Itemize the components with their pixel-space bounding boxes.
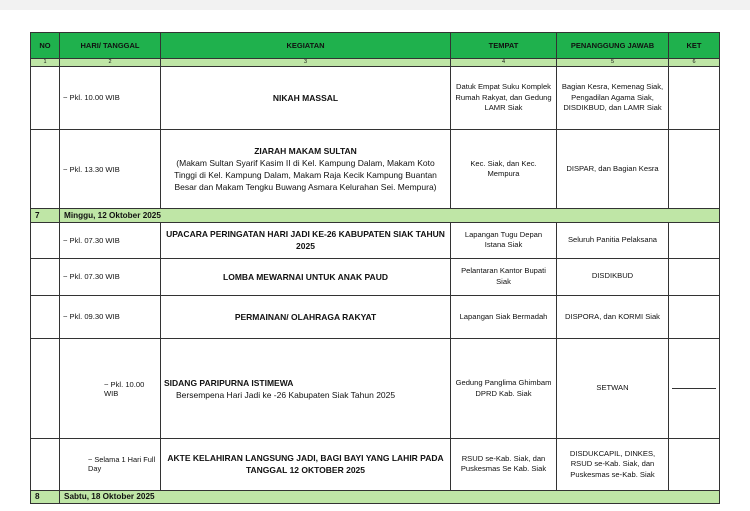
ket-split bbox=[672, 339, 716, 438]
header-place: TEMPAT bbox=[451, 33, 557, 59]
table-row bbox=[31, 67, 720, 130]
table-row bbox=[31, 129, 720, 208]
col-number: 3 bbox=[161, 58, 451, 66]
row-pj: DISDUKCAPIL, DINKES, RSUD se-Kab. Siak, dan Puskesmas se-Kab. Siak bbox=[557, 439, 669, 491]
day-no: 7 bbox=[31, 209, 60, 222]
table-row bbox=[31, 439, 720, 491]
row-time: ~ Pkl. 07.30 WIB bbox=[60, 258, 161, 295]
col-number: 2 bbox=[60, 58, 161, 66]
activity-detail: (Makam Sultan Syarif Kasim II di Kel. Kampung Dalam, Makam Koto Tinggi di Kel. Kampung Dalam, Makam Raja Kecik Kampung Buantan Besar dan Makam Tengku Buwang Asmara Kelurahan Sei. Mempura) bbox=[174, 158, 437, 193]
row-no bbox=[31, 222, 60, 258]
header-ket: KET bbox=[669, 33, 720, 59]
header-activity: KEGIATAN bbox=[161, 33, 451, 59]
row-ket bbox=[669, 222, 720, 258]
row-time: ~ Pkl. 13.30 WIB bbox=[60, 129, 161, 208]
row-pj: DISDIKBUD bbox=[557, 258, 669, 295]
day-no: 8 bbox=[31, 490, 60, 503]
row-place: Lapangan Siak Bermadah bbox=[451, 295, 557, 338]
row-no bbox=[31, 339, 60, 439]
day-label: Sabtu, 18 Oktober 2025 bbox=[60, 490, 720, 503]
row-place: Gedung Panglima Ghimbam DPRD Kab. Siak bbox=[451, 339, 557, 439]
row-time: ~ Selama 1 Hari Full Day bbox=[60, 439, 161, 491]
row-activity: AKTE KELAHIRAN LANGSUNG JADI, BAGI BAYI YANG LAHIR PADA TANGGAL 12 OKTOBER 2025 bbox=[161, 439, 451, 491]
row-place: Lapangan Tugu Depan Istana Siak bbox=[451, 222, 557, 258]
row-ket bbox=[669, 129, 720, 208]
row-activity: NIKAH MASSAL bbox=[161, 67, 451, 130]
row-activity: UPACARA PERINGATAN HARI JADI KE-26 KABUPATEN SIAK TAHUN 2025 bbox=[161, 222, 451, 258]
row-no bbox=[31, 295, 60, 338]
table-row bbox=[31, 339, 720, 439]
row-activity bbox=[161, 339, 451, 439]
header-pj: PENANGGUNG JAWAB bbox=[557, 33, 669, 59]
row-activity: PERMAINAN/ OLAHRAGA RAKYAT bbox=[161, 295, 451, 338]
row-pj: Bagian Kesra, Kemenag Siak, Pengadilan Agama Siak, DISDIKBUD, dan LAMR Siak bbox=[557, 67, 669, 130]
day-label: Minggu, 12 Oktober 2025 bbox=[60, 209, 720, 222]
row-pj: DISPORA, dan KORMI Siak bbox=[557, 295, 669, 338]
row-no bbox=[31, 258, 60, 295]
row-ket bbox=[669, 295, 720, 338]
row-pj: Seluruh Panitia Pelaksana bbox=[557, 222, 669, 258]
row-place: Pelantaran Kantor Bupati Siak bbox=[451, 258, 557, 295]
row-time: ~ Pkl. 10.00 WIB bbox=[60, 339, 161, 439]
row-ket bbox=[669, 339, 720, 439]
header-date: HARI/ TANGGAL bbox=[60, 33, 161, 59]
table-row bbox=[31, 222, 720, 258]
row-no bbox=[31, 439, 60, 491]
col-number: 1 bbox=[31, 58, 60, 66]
row-activity bbox=[161, 129, 451, 208]
activity-title: ZIARAH MAKAM SULTAN bbox=[254, 146, 357, 157]
row-pj: DISPAR, dan Bagian Kesra bbox=[557, 129, 669, 208]
row-no bbox=[31, 129, 60, 208]
col-number: 5 bbox=[557, 58, 669, 66]
row-ket bbox=[669, 258, 720, 295]
col-number: 6 bbox=[669, 58, 720, 66]
column-number-row bbox=[31, 58, 720, 66]
row-ket bbox=[669, 439, 720, 491]
schedule-table bbox=[30, 32, 720, 504]
header-no: NO bbox=[31, 33, 60, 59]
document-page bbox=[0, 10, 750, 511]
row-ket bbox=[669, 67, 720, 130]
day-row bbox=[31, 209, 720, 222]
row-time: ~ Pkl. 10.00 WIB bbox=[60, 67, 161, 130]
row-time: ~ Pkl. 09.30 WIB bbox=[60, 295, 161, 338]
activity-title: SIDANG PARIPURNA ISTIMEWA bbox=[164, 377, 294, 388]
row-activity: LOMBA MEWARNAI UNTUK ANAK PAUD bbox=[161, 258, 451, 295]
row-place: Datuk Empat Suku Komplek Rumah Rakyat, dan Gedung LAMR Siak bbox=[451, 67, 557, 130]
row-place: Kec. Siak, dan Kec. Mempura bbox=[451, 129, 557, 208]
row-no bbox=[31, 67, 60, 130]
col-number: 4 bbox=[451, 58, 557, 66]
activity-subtitle: Bersempena Hari Jadi ke -26 Kabupaten Siak Tahun 2025 bbox=[176, 389, 396, 400]
table-row bbox=[31, 258, 720, 295]
row-place: RSUD se-Kab. Siak, dan Puskesmas Se Kab. Siak bbox=[451, 439, 557, 491]
row-time: ~ Pkl. 07.30 WIB bbox=[60, 222, 161, 258]
row-pj: SETWAN bbox=[557, 339, 669, 439]
day-row bbox=[31, 490, 720, 503]
table-row bbox=[31, 295, 720, 338]
table-header-row bbox=[31, 33, 720, 59]
